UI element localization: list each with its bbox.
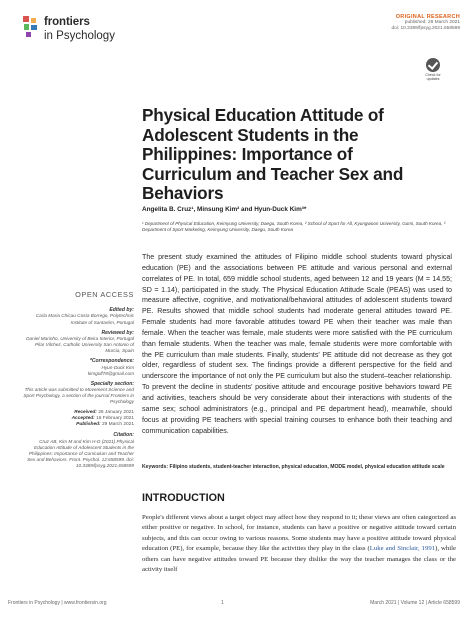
- correspondence-name: Hyun-Duck Kim: [101, 364, 134, 370]
- article-sidebar: [22, 290, 134, 469]
- check-updates-label: Check for updates: [425, 73, 441, 81]
- specialty-section-label: Specialty section:: [90, 380, 134, 387]
- citation-text: Cruz AB, Kim M and Kim H-D (2021) Physical Education Attitude of Adolescent Students in the Philippines: Importance of Curriculum and Teacher Sex and Behaviors. Front. Psychol. 12:658599. doi: 10.3389/fpsyg.2021.658599: [27, 438, 134, 468]
- open-access-label: OPEN ACCESS: [75, 290, 134, 299]
- published-date-sidebar: Published: 29 March 2021: [76, 421, 134, 427]
- citation-link[interactable]: Luke and Sinclair, 1991: [369, 545, 436, 553]
- introduction-heading: INTRODUCTION: [142, 492, 225, 504]
- intro-text-part2: ), while others can have negative attitudes toward PE because they dislike the way the teacher manages the class or the activity itself: [142, 545, 457, 574]
- reviewed-by-label: Reviewed by:: [101, 329, 134, 336]
- footer-volume-info: March 2021 | Volume 12 | Article 658599: [370, 600, 460, 606]
- keywords: Keywords: Filipino students, student-teacher interaction, physical education, MODE model, physical education attitude scale: [142, 464, 445, 470]
- correspondence-email[interactable]: kimgolf78@gmail.com: [87, 370, 134, 376]
- accepted-date: Accepted: 16 February 2021: [71, 415, 134, 421]
- frontiers-logo-icon: [22, 16, 40, 38]
- edited-by-label: Edited by:: [109, 307, 134, 313]
- article-dates: [22, 410, 134, 429]
- footer-journal-link[interactable]: Frontiers in Psychology | www.frontiersin.org: [8, 600, 107, 606]
- reviewer-2[interactable]: Pilar Vilchez, Catholic University San Antonio of Murcia, Spain: [34, 342, 134, 354]
- specialty-section-text: This article was submitted to Movement Science and Sport Psychology, a section of the journal Frontiers in Psychology: [23, 387, 134, 405]
- editor-name[interactable]: Carla Maria Chicau Costa Borrego, Polytechnic Institute of Santarém, Portugal: [35, 313, 134, 325]
- abstract: The present study examined the attitudes of Filipino middle school students toward physical education (PE) and the associations between PE attitude and various personal and external correlates of PE. In total, 659 middle school students, aged between 12 and 19 years (M = 14.55; SD = 1.14), participated in the study. The Physical Education Attitude Scale (PEAS) was used to measure affective, cognitive, and motivational/behavioral attitudes of adolescent students toward PE. Results showed that middle school students had moderate general attitudes toward PE. Female students had more favorable attitudes toward PE when their teacher was male than female. When the teacher was female, male students were more satisfied with the PE curriculum than female students. When the teacher was male, female students were more comfortable with the PE curriculum than male students. Finally, students' PE attitude did not decrease as they got older, regardless of student sex. The findings provide a different perspective for the field and underscore the importance of not only the PE curriculum but also the student–teacher relationship. To prevent the decline in students' positive attitude and encourage positive behaviors toward PE and activities, teachers should be very considerate about their interactions with students of the same sex; school administrators (e.g., principal and PE department head), meanwhile, should focus at providing PE teachers with special training courses to enhance both their teaching and communication capabilities.: [142, 253, 452, 435]
- published-date: published: 29 March 2021: [404, 20, 460, 25]
- article-title: Physical Education Attitude of Adolescent Students in the Philippines: Importance of Curriculum and Teacher Sex and Behaviors: [142, 105, 404, 204]
- journal-logo[interactable]: [22, 14, 132, 50]
- author-list[interactable]: Angelita B. Cruz¹, Minsung Kim² and Hyun-Duck Kim³*: [142, 206, 307, 213]
- received-date: Received: 26 January 2021: [74, 409, 134, 415]
- journal-name-subtitle: in Psychology: [44, 30, 115, 42]
- journal-name-frontiers: frontiers: [44, 16, 90, 28]
- check-for-updates-button[interactable]: [422, 58, 444, 82]
- citation-label: Citation:: [113, 432, 134, 439]
- introduction-paragraph: [142, 513, 456, 575]
- article-doi[interactable]: doi: 10.3389/fpsyg.2021.658599: [391, 26, 460, 31]
- page-number: 1: [221, 600, 224, 606]
- reviewer-1[interactable]: Daniel Marinho, University of Beira Interior, Portugal: [26, 336, 134, 341]
- article-type: ORIGINAL RESEARCH: [395, 14, 460, 20]
- correspondence-label: *Correspondence:: [89, 358, 134, 365]
- article-meta: [260, 14, 460, 32]
- check-updates-icon: [426, 58, 440, 72]
- intro-text-part1: People's different views about a target object may affect how they respond to it; these views are often categorized as either positive or negative. In school, for instance, students can have a positive or negative attitude toward certain subjects, and this can occur owing to various reasons. Some students may have a positive attitude toward physical education (PE), for example, because they like the activities they play in the class (: [142, 514, 456, 553]
- author-affiliations: ¹ Department of Physical Education, Keimyung University, Daegu, South Korea, ² School of Sport for All, Kyungwoon University, Gumi, South Korea, ³ Department of Sport Marketing, Keimyung University, Daegu, South Korea: [142, 221, 446, 233]
